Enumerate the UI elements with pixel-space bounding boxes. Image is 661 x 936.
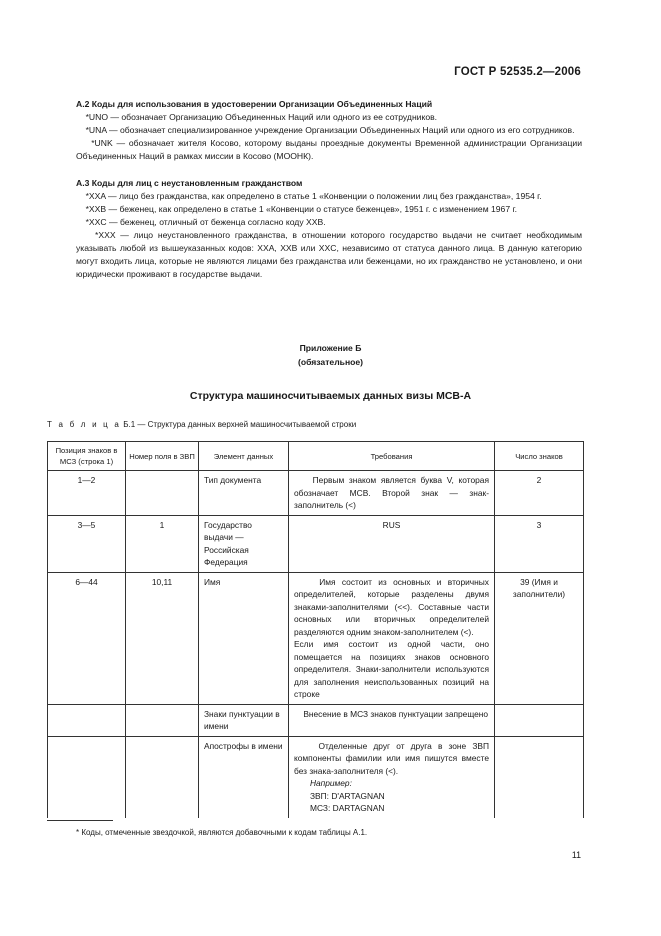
- page-number: 11: [571, 850, 581, 860]
- table-row: [48, 736, 584, 818]
- cell-field: [126, 471, 199, 516]
- annex-heading: [0, 341, 661, 369]
- footnote: * Коды, отмеченные звездочкой, являются добавочными к кодам таблицы А.1.: [76, 828, 368, 837]
- table-row: [48, 572, 584, 704]
- paragraph: *XXC — беженец, отличный от беженца согласно коду XXB.: [85, 217, 326, 227]
- table-row: [48, 515, 584, 572]
- cell-position: [48, 704, 126, 736]
- cell-field: [126, 704, 199, 736]
- cell-requirements: Первым знаком является буква V, которая обозначает МСВ. Второй знак — знак-заполнитель (<): [289, 471, 495, 516]
- paragraph: *UNO — обозначает Организацию Объединенных Наций или одного из ее сотрудников.: [85, 112, 438, 122]
- cell-requirements: RUS: [289, 515, 495, 572]
- footnote-divider: [47, 820, 113, 821]
- cell-position: 1—2: [48, 471, 126, 516]
- column-header: Требования: [289, 442, 495, 471]
- annex-status: (обязательное): [297, 357, 364, 367]
- cell-requirements: [289, 572, 495, 704]
- document-standard-number: ГОСТ Р 52535.2—2006: [454, 66, 581, 78]
- example-label: Например:: [310, 778, 352, 788]
- table-row: [48, 471, 584, 516]
- example-vip: ЗВП: D'ARTAGNAN: [310, 790, 385, 801]
- paragraph: *XXA — лицо без гражданства, как определено в статье 1 «Конвенции о положении лиц без гражданства», 1954 г.: [85, 191, 542, 201]
- table-row: [48, 704, 584, 736]
- cell-element: Государство выдачи — Российская Федерация: [199, 515, 289, 572]
- table-caption-prefix: Т а б л и ц а: [47, 420, 122, 429]
- table-header-row: [48, 442, 584, 471]
- cell-position: [48, 736, 126, 818]
- cell-field: [126, 736, 199, 818]
- annex-title: Приложение Б: [299, 343, 362, 353]
- main-content: [76, 98, 582, 295]
- paragraph: *UNK — обозначает жителя Косово, которому выданы проездные документы Временной администрации Организации Объединенных Наций в рамках миссии в Косово (МООНК).: [76, 138, 582, 161]
- example-mrz: МСЗ: DARTAGNAN: [310, 803, 385, 813]
- requirement-paragraph: Если имя состоит из одной части, оно помещается на позициях знаков основного определителя. Знаки-заполнители используются для заполнения неиспользованных позиций на строке: [294, 639, 489, 699]
- cell-count: 3: [495, 515, 584, 572]
- section-title: А.3 Коды для лиц с неустановленным гражданством: [76, 178, 303, 188]
- table-caption-text: Б.1 — Структура данных верхней машиносчитываемой строки: [123, 420, 357, 429]
- paragraph: *XXB — беженец, как определено в статье 1 «Конвенции о статусе беженцев», 1951 г. с изменением 1967 г.: [85, 204, 517, 214]
- cell-field: 10,11: [126, 572, 199, 704]
- cell-field: 1: [126, 515, 199, 572]
- cell-element: Тип документа: [199, 471, 289, 516]
- cell-count: 2: [495, 471, 584, 516]
- cell-element: Знаки пунктуации в имени: [199, 704, 289, 736]
- column-header: Элемент данных: [199, 442, 289, 471]
- column-header: Число знаков: [495, 442, 584, 471]
- table-caption: [47, 420, 356, 429]
- structure-title: Структура машиносчитываемых данных визы МСВ-А: [189, 390, 472, 402]
- cell-position: 3—5: [48, 515, 126, 572]
- column-header: Позиция знаков в МСЗ (строка 1): [48, 442, 126, 471]
- cell-count: [495, 736, 584, 818]
- cell-position: 6—44: [48, 572, 126, 704]
- cell-requirements: [289, 736, 495, 818]
- column-header: Номер поля в ЗВП: [126, 442, 199, 471]
- cell-element: Имя: [199, 572, 289, 704]
- paragraph: *UNA — обозначает специализированное учреждение Организации Объединенных Наций или одного из его сотрудников.: [85, 125, 575, 135]
- paragraph: *XXX — лицо неустановленного гражданства, в отношении которого государство выдачи не считает необходимым указывать любой из вышеуказанных кодов: XXA, XXB или XXC, независимо от статуса данного лица. В данную категорию могут входить лица, которые не являются лицами без гражданства или беженцами, но их гражданство не установлено, и они юридически проживают в государстве выдачи.: [76, 230, 582, 279]
- section-a2: [76, 98, 582, 163]
- requirement-paragraph: Отделенные друг от друга в зоне ЗВП компоненты фамилии или имя пишутся вместе без знака-заполнителя (<).: [294, 740, 489, 776]
- section-title: А.2 Коды для использования в удостоверении Организации Объединенных Наций: [76, 99, 433, 109]
- requirement-paragraph: Имя состоит из основных и вторичных определителей, которые разделены двумя знаками-заполнителями (<<). Составные части основных или вторичных определителей разделяются одним знаком-заполнителем (<).: [294, 576, 489, 637]
- cell-requirements: Внесение в МСЗ знаков пунктуации запрещено: [289, 704, 495, 736]
- section-a3: [76, 177, 582, 281]
- data-structure-table: [47, 441, 584, 818]
- cell-count: [495, 704, 584, 736]
- cell-element: Апострофы в имени: [199, 736, 289, 818]
- cell-count: 39 (Имя и заполнители): [495, 572, 584, 704]
